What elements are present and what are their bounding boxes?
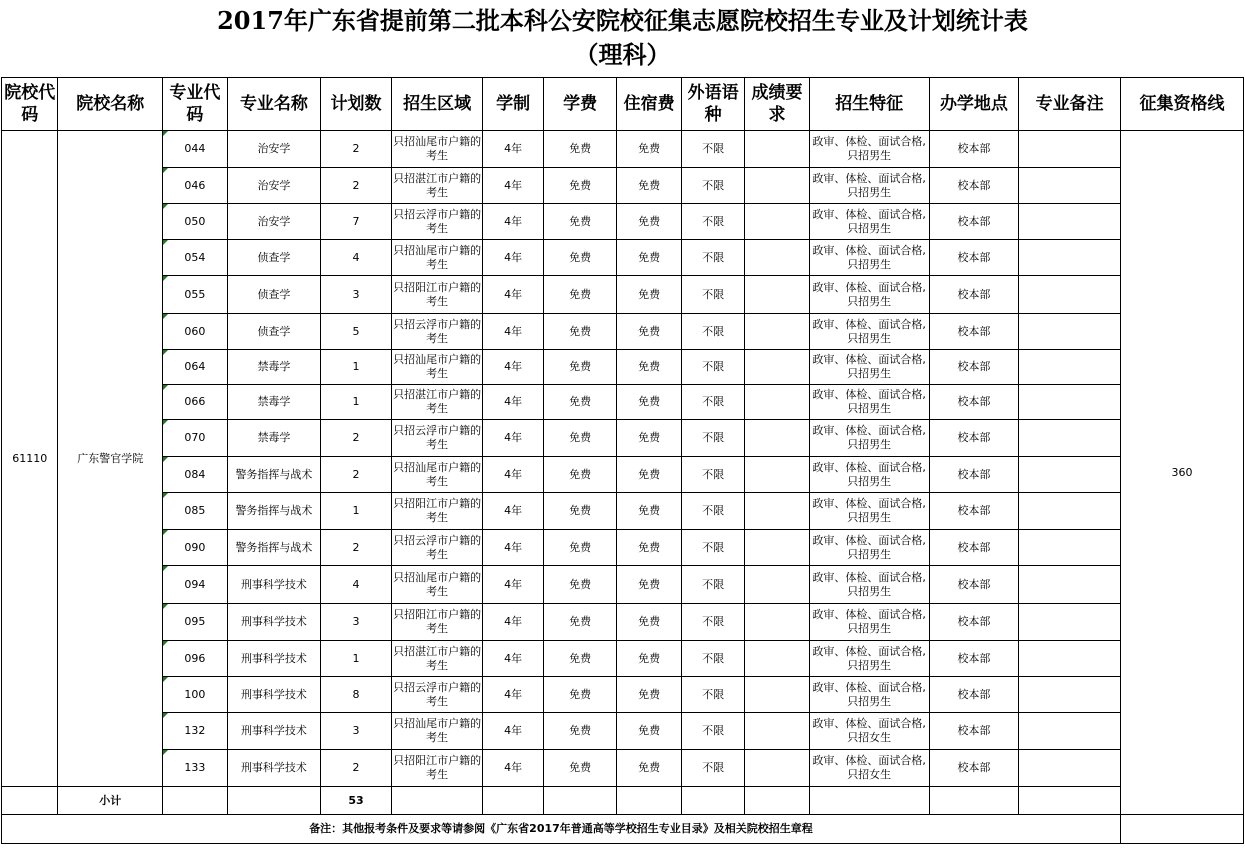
- header-tuition: 学费: [543, 78, 617, 131]
- score-req-cell: [745, 204, 809, 240]
- region-cell: 只招汕尾市户籍的考生: [391, 131, 483, 168]
- major-name-cell: 禁毒学: [227, 385, 321, 420]
- language-cell: 不限: [681, 276, 744, 314]
- major-remark-cell: [1019, 385, 1121, 420]
- lodging-cell: 免费: [617, 204, 681, 240]
- plan-cell: 3: [321, 604, 392, 641]
- major-code-cell: 096: [163, 641, 227, 677]
- major-name-cell: 刑事科学技术: [227, 713, 321, 750]
- plan-cell: 1: [321, 385, 392, 420]
- score-req-cell: [745, 385, 809, 420]
- major-code-cell: 050: [163, 204, 227, 240]
- header-duration: 学制: [483, 78, 543, 131]
- major-code-cell: 070: [163, 420, 227, 457]
- subtotal-blank: [391, 787, 483, 815]
- major-remark-cell: [1019, 131, 1121, 168]
- score-req-cell: [745, 604, 809, 641]
- region-cell: 只招阳江市户籍的考生: [391, 493, 483, 530]
- plan-cell: 1: [321, 350, 392, 385]
- major-name-cell: 刑事科学技术: [227, 566, 321, 604]
- tuition-cell: 免费: [543, 713, 617, 750]
- lodging-cell: 免费: [617, 566, 681, 604]
- major-name-cell: 警务指挥与战术: [227, 493, 321, 530]
- major-remark-cell: [1019, 350, 1121, 385]
- score-req-cell: [745, 641, 809, 677]
- major-remark-cell: [1019, 493, 1121, 530]
- plan-cell: 2: [321, 530, 392, 566]
- table-row: [2, 604, 1244, 641]
- plan-cell: 2: [321, 420, 392, 457]
- region-cell: 只招汕尾市户籍的考生: [391, 457, 483, 493]
- region-cell: 只招云浮市户籍的考生: [391, 677, 483, 713]
- region-cell: 只招阳江市户籍的考生: [391, 750, 483, 787]
- tuition-cell: 免费: [543, 604, 617, 641]
- subtotal-blank: [929, 787, 1019, 815]
- tuition-cell: 免费: [543, 168, 617, 204]
- major-name-cell: 警务指挥与战术: [227, 457, 321, 493]
- language-cell: 不限: [681, 677, 744, 713]
- score-req-cell: [745, 131, 809, 168]
- plan-cell: 4: [321, 240, 392, 276]
- plan-cell: 7: [321, 204, 392, 240]
- header-major-code: 专业代码: [163, 78, 227, 131]
- location-cell: 校本部: [929, 350, 1019, 385]
- duration-cell: 4年: [483, 530, 543, 566]
- plan-cell: 2: [321, 457, 392, 493]
- region-cell: 只招阳江市户籍的考生: [391, 604, 483, 641]
- score-req-cell: [745, 420, 809, 457]
- plan-cell: 2: [321, 131, 392, 168]
- subtotal-row: [2, 787, 1244, 815]
- location-cell: 校本部: [929, 204, 1019, 240]
- tuition-cell: 免费: [543, 350, 617, 385]
- major-remark-cell: [1019, 420, 1121, 457]
- plan-cell: 2: [321, 168, 392, 204]
- plan-cell: 5: [321, 314, 392, 350]
- lodging-cell: 免费: [617, 314, 681, 350]
- lodging-cell: 免费: [617, 750, 681, 787]
- region-cell: 只招汕尾市户籍的考生: [391, 713, 483, 750]
- language-cell: 不限: [681, 604, 744, 641]
- language-cell: 不限: [681, 530, 744, 566]
- major-name-cell: 治安学: [227, 168, 321, 204]
- major-code-cell: 084: [163, 457, 227, 493]
- features-cell: 政审、体检、面试合格,只招男生: [809, 240, 929, 276]
- location-cell: 校本部: [929, 168, 1019, 204]
- lodging-cell: 免费: [617, 168, 681, 204]
- region-cell: 只招阳江市户籍的考生: [391, 276, 483, 314]
- lodging-cell: 免费: [617, 493, 681, 530]
- features-cell: 政审、体检、面试合格,只招男生: [809, 566, 929, 604]
- major-remark-cell: [1019, 240, 1121, 276]
- region-cell: 只招云浮市户籍的考生: [391, 420, 483, 457]
- table-row: [2, 530, 1244, 566]
- duration-cell: 4年: [483, 385, 543, 420]
- plan-cell: 8: [321, 677, 392, 713]
- lodging-cell: 免费: [617, 641, 681, 677]
- table-row: [2, 240, 1244, 276]
- location-cell: 校本部: [929, 604, 1019, 641]
- tuition-cell: 免费: [543, 131, 617, 168]
- score-req-cell: [745, 566, 809, 604]
- location-cell: 校本部: [929, 713, 1019, 750]
- header-threshold: 征集资格线: [1121, 78, 1244, 131]
- major-name-cell: 禁毒学: [227, 350, 321, 385]
- features-cell: 政审、体检、面试合格,只招男生: [809, 131, 929, 168]
- major-remark-cell: [1019, 204, 1121, 240]
- page-subtitle: （理科）: [574, 40, 671, 69]
- plan-cell: 4: [321, 566, 392, 604]
- location-cell: 校本部: [929, 641, 1019, 677]
- table-row: [2, 131, 1244, 168]
- score-req-cell: [745, 314, 809, 350]
- plan-cell: 2: [321, 750, 392, 787]
- region-cell: 只招湛江市户籍的考生: [391, 385, 483, 420]
- major-name-cell: 警务指挥与战术: [227, 530, 321, 566]
- lodging-cell: 免费: [617, 131, 681, 168]
- major-code-cell: 133: [163, 750, 227, 787]
- tuition-cell: 免费: [543, 493, 617, 530]
- features-cell: 政审、体检、面试合格,只招男生: [809, 457, 929, 493]
- features-cell: 政审、体检、面试合格,只招男生: [809, 168, 929, 204]
- header-score-req: 成绩要求: [745, 78, 809, 131]
- language-cell: 不限: [681, 168, 744, 204]
- header-school-code: 院校代码: [2, 78, 58, 131]
- score-req-cell: [745, 530, 809, 566]
- tuition-cell: 免费: [543, 457, 617, 493]
- duration-cell: 4年: [483, 713, 543, 750]
- region-cell: 只招汕尾市户籍的考生: [391, 350, 483, 385]
- location-cell: 校本部: [929, 457, 1019, 493]
- lodging-cell: 免费: [617, 677, 681, 713]
- header-location: 办学地点: [929, 78, 1019, 131]
- duration-cell: 4年: [483, 641, 543, 677]
- language-cell: 不限: [681, 566, 744, 604]
- major-code-cell: 055: [163, 276, 227, 314]
- major-remark-cell: [1019, 566, 1121, 604]
- region-cell: 只招云浮市户籍的考生: [391, 314, 483, 350]
- location-cell: 校本部: [929, 677, 1019, 713]
- features-cell: 政审、体检、面试合格,只招男生: [809, 530, 929, 566]
- table-row: [2, 566, 1244, 604]
- tuition-cell: 免费: [543, 276, 617, 314]
- subtotal-label: 小计: [58, 787, 163, 815]
- score-req-cell: [745, 276, 809, 314]
- tuition-cell: 免费: [543, 566, 617, 604]
- duration-cell: 4年: [483, 168, 543, 204]
- subtotal-blank: [163, 787, 227, 815]
- lodging-cell: 免费: [617, 385, 681, 420]
- features-cell: 政审、体检、面试合格,只招男生: [809, 420, 929, 457]
- language-cell: 不限: [681, 420, 744, 457]
- major-name-cell: 侦查学: [227, 240, 321, 276]
- school-code-cell: 61110: [2, 131, 58, 787]
- major-name-cell: 治安学: [227, 204, 321, 240]
- table-row: [2, 385, 1244, 420]
- duration-cell: 4年: [483, 240, 543, 276]
- table-row: [2, 493, 1244, 530]
- duration-cell: 4年: [483, 493, 543, 530]
- tuition-cell: 免费: [543, 750, 617, 787]
- major-remark-cell: [1019, 750, 1121, 787]
- features-cell: 政审、体检、面试合格,只招男生: [809, 385, 929, 420]
- table-row: [2, 276, 1244, 314]
- major-code-cell: 132: [163, 713, 227, 750]
- duration-cell: 4年: [483, 566, 543, 604]
- table-row: [2, 457, 1244, 493]
- subtotal-blank: [617, 787, 681, 815]
- region-cell: 只招云浮市户籍的考生: [391, 530, 483, 566]
- subtotal-blank: [483, 787, 543, 815]
- score-req-cell: [745, 240, 809, 276]
- lodging-cell: 免费: [617, 420, 681, 457]
- major-code-cell: 100: [163, 677, 227, 713]
- features-cell: 政审、体检、面试合格,只招男生: [809, 641, 929, 677]
- features-cell: 政审、体检、面试合格,只招男生: [809, 314, 929, 350]
- table-row: [2, 713, 1244, 750]
- major-code-cell: 066: [163, 385, 227, 420]
- tuition-cell: 免费: [543, 204, 617, 240]
- language-cell: 不限: [681, 493, 744, 530]
- language-cell: 不限: [681, 641, 744, 677]
- score-req-cell: [745, 168, 809, 204]
- header-major-remark: 专业备注: [1019, 78, 1121, 131]
- header-school-name: 院校名称: [58, 78, 163, 131]
- major-name-cell: 刑事科学技术: [227, 604, 321, 641]
- duration-cell: 4年: [483, 350, 543, 385]
- duration-cell: 4年: [483, 420, 543, 457]
- features-cell: 政审、体检、面试合格,只招男生: [809, 276, 929, 314]
- duration-cell: 4年: [483, 750, 543, 787]
- region-cell: 只招湛江市户籍的考生: [391, 641, 483, 677]
- header-major-name: 专业名称: [227, 78, 321, 131]
- region-cell: 只招汕尾市户籍的考生: [391, 566, 483, 604]
- header-features: 招生特征: [809, 78, 929, 131]
- major-name-cell: 禁毒学: [227, 420, 321, 457]
- major-code-cell: 095: [163, 604, 227, 641]
- threshold-cell: 360: [1121, 131, 1244, 815]
- plan-cell: 1: [321, 641, 392, 677]
- major-name-cell: 刑事科学技术: [227, 677, 321, 713]
- score-req-cell: [745, 750, 809, 787]
- header-region: 招生区域: [391, 78, 483, 131]
- language-cell: 不限: [681, 385, 744, 420]
- major-code-cell: 044: [163, 131, 227, 168]
- duration-cell: 4年: [483, 314, 543, 350]
- table-row: [2, 420, 1244, 457]
- language-cell: 不限: [681, 314, 744, 350]
- header-lodging: 住宿费: [617, 78, 681, 131]
- duration-cell: 4年: [483, 677, 543, 713]
- major-remark-cell: [1019, 457, 1121, 493]
- tuition-cell: 免费: [543, 314, 617, 350]
- language-cell: 不限: [681, 750, 744, 787]
- location-cell: 校本部: [929, 420, 1019, 457]
- language-cell: 不限: [681, 350, 744, 385]
- header-plan: 计划数: [321, 78, 392, 131]
- major-code-cell: 064: [163, 350, 227, 385]
- language-cell: 不限: [681, 204, 744, 240]
- major-name-cell: 刑事科学技术: [227, 750, 321, 787]
- major-code-cell: 094: [163, 566, 227, 604]
- note-row: [2, 815, 1244, 844]
- major-code-cell: 060: [163, 314, 227, 350]
- lodging-cell: 免费: [617, 276, 681, 314]
- major-code-cell: 090: [163, 530, 227, 566]
- plan-cell: 1: [321, 493, 392, 530]
- location-cell: 校本部: [929, 566, 1019, 604]
- subtotal-blank: [227, 787, 321, 815]
- major-remark-cell: [1019, 641, 1121, 677]
- major-name-cell: 刑事科学技术: [227, 641, 321, 677]
- table-row: [2, 677, 1244, 713]
- duration-cell: 4年: [483, 204, 543, 240]
- tuition-cell: 免费: [543, 240, 617, 276]
- region-cell: 只招湛江市户籍的考生: [391, 168, 483, 204]
- major-name-cell: 侦查学: [227, 276, 321, 314]
- table-header-row: [2, 78, 1244, 131]
- major-remark-cell: [1019, 314, 1121, 350]
- note-blank: [1121, 815, 1244, 844]
- table-row: [2, 204, 1244, 240]
- location-cell: 校本部: [929, 493, 1019, 530]
- tuition-cell: 免费: [543, 641, 617, 677]
- features-cell: 政审、体检、面试合格,只招男生: [809, 493, 929, 530]
- subtotal-blank: [745, 787, 809, 815]
- major-name-cell: 侦查学: [227, 314, 321, 350]
- page-title: 2017年广东省提前第二批本科公安院校征集志愿院校招生专业及计划统计表: [217, 6, 1028, 35]
- plan-cell: 3: [321, 276, 392, 314]
- school-name-cell: 广东警官学院: [58, 131, 163, 787]
- region-cell: 只招汕尾市户籍的考生: [391, 240, 483, 276]
- major-remark-cell: [1019, 677, 1121, 713]
- features-cell: 政审、体检、面试合格,只招女生: [809, 750, 929, 787]
- language-cell: 不限: [681, 131, 744, 168]
- location-cell: 校本部: [929, 530, 1019, 566]
- major-remark-cell: [1019, 168, 1121, 204]
- location-cell: 校本部: [929, 276, 1019, 314]
- features-cell: 政审、体检、面试合格,只招男生: [809, 204, 929, 240]
- lodging-cell: 免费: [617, 457, 681, 493]
- language-cell: 不限: [681, 240, 744, 276]
- tuition-cell: 免费: [543, 530, 617, 566]
- lodging-cell: 免费: [617, 240, 681, 276]
- duration-cell: 4年: [483, 604, 543, 641]
- location-cell: 校本部: [929, 385, 1019, 420]
- lodging-cell: 免费: [617, 350, 681, 385]
- enrollment-table: [1, 77, 1244, 844]
- subtotal-blank: [809, 787, 929, 815]
- score-req-cell: [745, 677, 809, 713]
- tuition-cell: 免费: [543, 420, 617, 457]
- features-cell: 政审、体检、面试合格,只招男生: [809, 604, 929, 641]
- duration-cell: 4年: [483, 276, 543, 314]
- features-cell: 政审、体检、面试合格,只招男生: [809, 350, 929, 385]
- location-cell: 校本部: [929, 750, 1019, 787]
- table-row: [2, 314, 1244, 350]
- score-req-cell: [745, 350, 809, 385]
- features-cell: 政审、体检、面试合格,只招女生: [809, 713, 929, 750]
- language-cell: 不限: [681, 713, 744, 750]
- major-remark-cell: [1019, 604, 1121, 641]
- major-remark-cell: [1019, 713, 1121, 750]
- subtotal-plan: 53: [321, 787, 392, 815]
- table-row: [2, 641, 1244, 677]
- features-cell: 政审、体检、面试合格,只招男生: [809, 677, 929, 713]
- lodging-cell: 免费: [617, 604, 681, 641]
- header-language: 外语语种: [681, 78, 744, 131]
- location-cell: 校本部: [929, 314, 1019, 350]
- subtotal-blank: [681, 787, 744, 815]
- major-code-cell: 054: [163, 240, 227, 276]
- tuition-cell: 免费: [543, 385, 617, 420]
- major-code-cell: 085: [163, 493, 227, 530]
- major-remark-cell: [1019, 530, 1121, 566]
- duration-cell: 4年: [483, 131, 543, 168]
- region-cell: 只招云浮市户籍的考生: [391, 204, 483, 240]
- subtotal-blank: [2, 787, 58, 815]
- score-req-cell: [745, 713, 809, 750]
- subtotal-blank: [543, 787, 617, 815]
- score-req-cell: [745, 457, 809, 493]
- table-row: [2, 350, 1244, 385]
- major-remark-cell: [1019, 276, 1121, 314]
- major-code-cell: 046: [163, 168, 227, 204]
- location-cell: 校本部: [929, 131, 1019, 168]
- duration-cell: 4年: [483, 457, 543, 493]
- lodging-cell: 免费: [617, 530, 681, 566]
- footnote: 备注：其他报考条件及要求等请参阅《广东省2017年普通高等学校招生专业目录》及相关院校招生章程: [2, 815, 1121, 844]
- location-cell: 校本部: [929, 240, 1019, 276]
- table-row: [2, 168, 1244, 204]
- plan-cell: 3: [321, 713, 392, 750]
- major-name-cell: 治安学: [227, 131, 321, 168]
- score-req-cell: [745, 493, 809, 530]
- lodging-cell: 免费: [617, 713, 681, 750]
- table-row: [2, 750, 1244, 787]
- language-cell: 不限: [681, 457, 744, 493]
- tuition-cell: 免费: [543, 677, 617, 713]
- subtotal-blank: [1019, 787, 1121, 815]
